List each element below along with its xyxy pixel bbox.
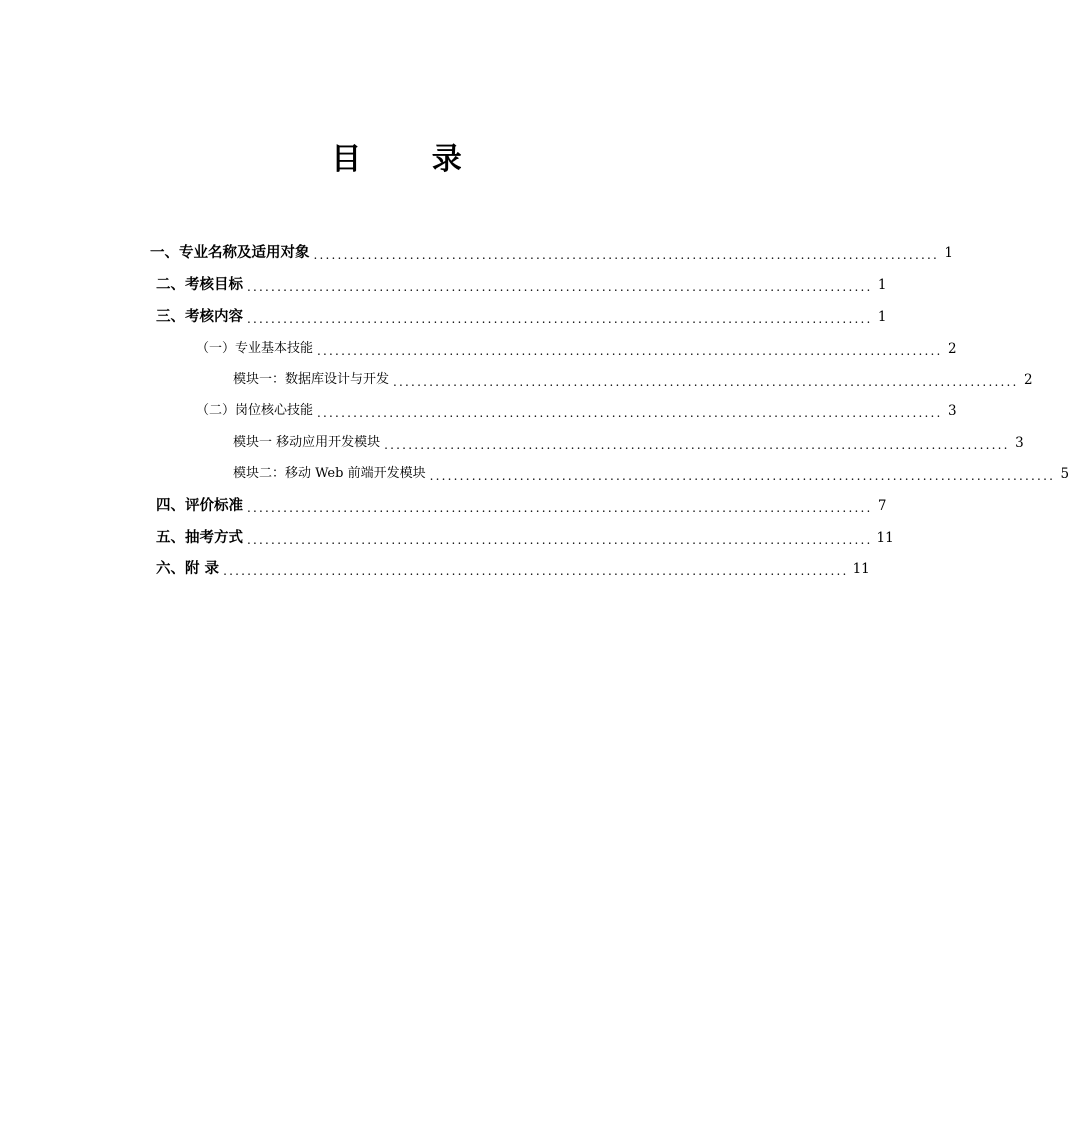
toc-page-number: 5 (1060, 466, 1069, 482)
toc-entry-label: 三、考核内容 (156, 309, 243, 325)
toc-entry-label: 一、专业名称及适用对象 (150, 245, 310, 261)
toc-dot-leader: ........................................................................................................ (317, 344, 943, 358)
toc-entry-label: （二）岗位核心技能 (196, 403, 314, 418)
toc-dot-leader: ........................................................................................................ (384, 438, 1010, 452)
toc-entry[interactable] (233, 460, 1069, 484)
toc-entry-label: 模块二：移动 Web 前端开发模块 (233, 466, 426, 481)
toc-dot-leader: ........................................................................................................ (223, 564, 849, 578)
toc-entry[interactable] (150, 239, 954, 263)
toc-page-number: 1 (944, 245, 954, 261)
toc-entry[interactable] (156, 555, 870, 579)
toc-entry-label: 五、抽考方式 (156, 530, 243, 546)
toc-page-number: 2 (1023, 372, 1033, 388)
toc-entry[interactable] (156, 271, 887, 295)
toc-dot-leader: ........................................................................................................ (313, 248, 940, 262)
toc-page-number: 2 (947, 341, 957, 357)
toc-dot-leader: ........................................................................................................ (247, 533, 873, 547)
toc-entry-label: 模块一 移动应用开发模块 (233, 435, 381, 450)
toc-entry[interactable] (156, 303, 887, 327)
toc-dot-leader: ........................................................................................................ (317, 406, 943, 420)
toc-page-number: 11 (852, 561, 870, 577)
toc-entry-label: 模块一：数据库设计与开发 (233, 372, 390, 387)
toc-dot-leader: ........................................................................................................ (429, 469, 1056, 483)
toc-page-number: 3 (1015, 435, 1024, 451)
toc-dot-leader: ........................................................................................................ (393, 375, 1019, 389)
toc-entry-label: 二、考核目标 (156, 277, 243, 293)
page-title: 目 录 (331, 142, 492, 177)
toc-dot-leader: ........................................................................................................ (247, 312, 873, 326)
toc-dot-leader: ........................................................................................................ (247, 280, 873, 294)
toc-entry-label: 四、评价标准 (156, 498, 243, 514)
toc-page-number: 7 (877, 498, 887, 514)
toc-dot-leader: ........................................................................................................ (247, 501, 873, 515)
toc-entry[interactable] (196, 335, 957, 359)
toc-page-number: 1 (877, 309, 887, 325)
toc-entry[interactable] (233, 429, 1024, 453)
toc-page-number: 3 (947, 403, 957, 419)
toc-entry-label: 六、附 录 (156, 561, 220, 577)
toc-entry-label: （一）专业基本技能 (196, 341, 314, 356)
toc-entry[interactable] (233, 366, 1033, 390)
toc-page-number: 11 (876, 530, 894, 546)
toc-page-number: 1 (877, 277, 887, 293)
toc-entry[interactable] (156, 492, 887, 516)
toc-entry[interactable] (196, 397, 957, 421)
toc-entry[interactable] (156, 524, 894, 548)
